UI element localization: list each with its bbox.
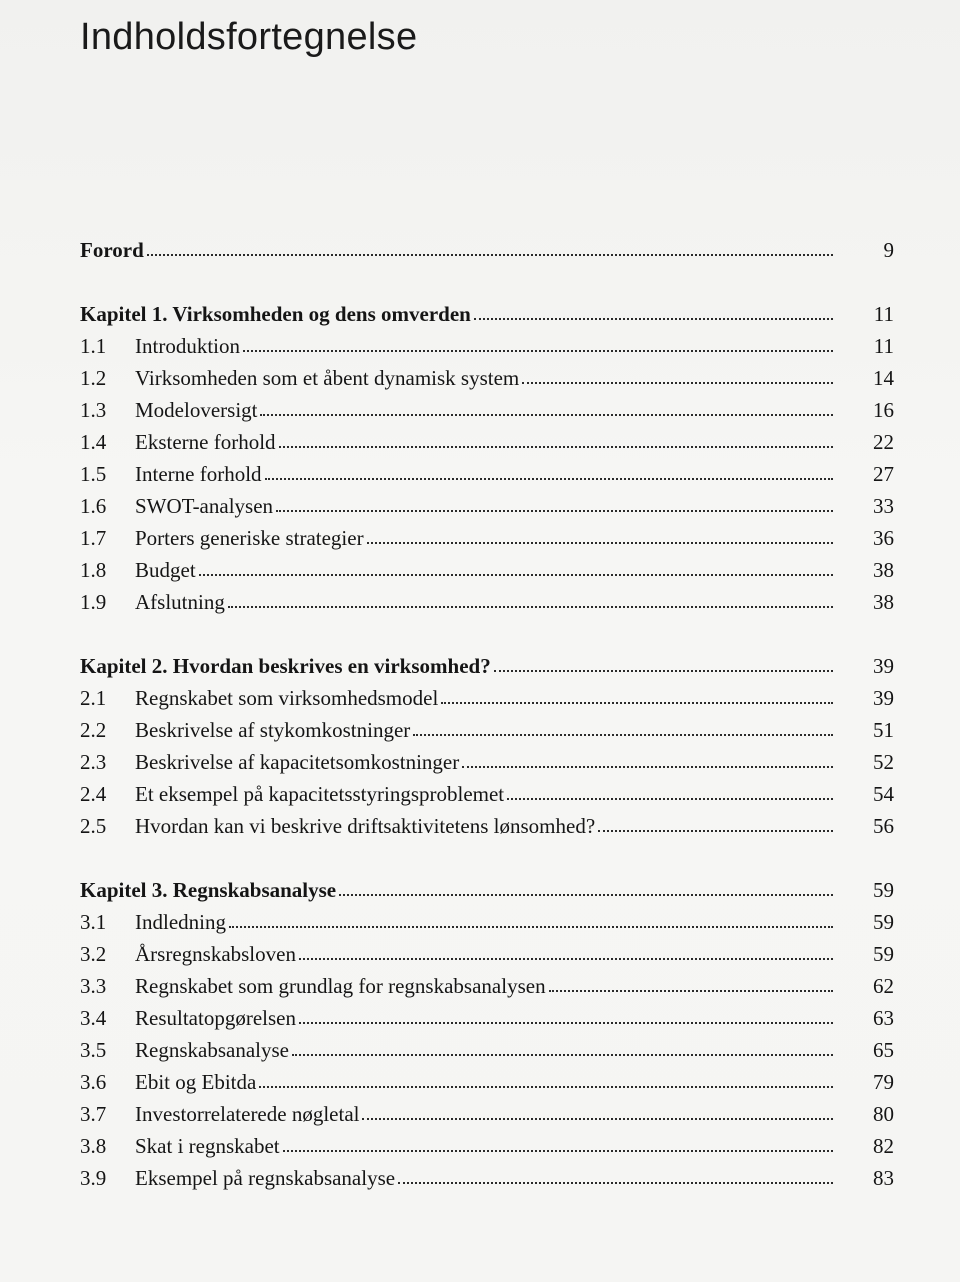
entry-title: SWOT-analysen	[135, 494, 274, 518]
toc-section-entry[interactable]	[80, 970, 894, 1002]
entry-title: Indledning	[135, 910, 226, 934]
page-number: 62	[873, 974, 894, 998]
entry-title: Eksempel på regnskabsanalyse	[135, 1166, 396, 1190]
page-number: 39	[873, 654, 894, 678]
toc-section-entry[interactable]	[80, 1066, 894, 1098]
section-number: 1.2	[80, 366, 107, 390]
entry-title: Resultatopgørelsen	[135, 1006, 296, 1030]
toc-section-entry[interactable]	[80, 682, 894, 714]
dot-leader	[299, 957, 833, 960]
toc-section-entry[interactable]	[80, 426, 894, 458]
toc-section-entry[interactable]	[80, 394, 894, 426]
entry-title: Kapitel 2. Hvordan beskrives en virksomhed?	[80, 654, 491, 678]
toc-section-entry[interactable]	[80, 362, 894, 394]
page-number: 33	[873, 494, 894, 518]
section-number: 3.4	[80, 1006, 107, 1030]
toc-chapter-entry[interactable]	[80, 874, 894, 906]
dot-leader	[299, 1021, 833, 1024]
page-number: 39	[873, 686, 894, 710]
dot-leader	[292, 1053, 833, 1056]
entry-title: Hvordan kan vi beskrive driftsaktivitetens lønsomhed?	[135, 814, 596, 838]
section-number: 1.7	[80, 526, 107, 550]
toc-section-entry[interactable]	[80, 490, 894, 522]
page-number: 56	[873, 814, 894, 838]
entry-title: Virksomheden som et åbent dynamisk system	[135, 366, 520, 390]
page-number: 54	[873, 782, 894, 806]
page-number: 52	[873, 750, 894, 774]
page-number: 79	[873, 1070, 894, 1094]
section-number: 3.1	[80, 910, 107, 934]
page-number: 59	[873, 942, 894, 966]
page-number: 22	[873, 430, 894, 454]
page-number: 16	[873, 398, 894, 422]
section-number: 1.8	[80, 558, 107, 582]
section-number: 3.2	[80, 942, 107, 966]
entry-title: Interne forhold	[135, 462, 262, 486]
entry-title: Regnskabet som grundlag for regnskabsanalysen	[135, 974, 546, 998]
toc-section-entry[interactable]	[80, 1002, 894, 1034]
dot-leader	[462, 765, 833, 768]
toc-chapter-entry[interactable]	[80, 650, 894, 682]
entry-title: Kapitel 3. Regnskabsanalyse	[80, 878, 337, 902]
dot-leader	[413, 733, 833, 736]
toc-section-entry[interactable]	[80, 1162, 894, 1194]
entry-title: Ebit og Ebitda	[135, 1070, 257, 1094]
dot-leader	[279, 445, 833, 448]
entry-title: Skat i regnskabet	[135, 1134, 280, 1158]
section-number: 1.1	[80, 334, 107, 358]
page-number: 14	[873, 366, 894, 390]
entry-title: Modeloversigt	[135, 398, 258, 422]
dot-leader	[260, 413, 833, 416]
section-number: 3.5	[80, 1038, 107, 1062]
toc-section-entry[interactable]	[80, 778, 894, 810]
dot-leader	[199, 573, 833, 576]
page-number: 38	[873, 590, 894, 614]
page-number: 82	[873, 1134, 894, 1158]
section-number: 1.6	[80, 494, 107, 518]
dot-leader	[243, 349, 833, 352]
section-number: 1.3	[80, 398, 107, 422]
toc-chapter-entry[interactable]	[80, 234, 894, 266]
toc-section-entry[interactable]	[80, 458, 894, 490]
toc-section-entry[interactable]	[80, 714, 894, 746]
page-number: 36	[873, 526, 894, 550]
dot-leader	[147, 253, 833, 256]
page-number: 65	[873, 1038, 894, 1062]
section-number: 3.6	[80, 1070, 107, 1094]
toc-section-entry[interactable]	[80, 1130, 894, 1162]
section-number: 3.9	[80, 1166, 107, 1190]
section-number: 1.5	[80, 462, 107, 486]
dot-leader	[367, 541, 833, 544]
dot-leader	[276, 509, 833, 512]
entry-title: Kapitel 1. Virksomheden og dens omverden	[80, 302, 471, 326]
section-number: 2.2	[80, 718, 107, 742]
toc-section-entry[interactable]	[80, 810, 894, 842]
dot-leader	[474, 317, 833, 320]
dot-leader	[494, 669, 833, 672]
dot-leader	[265, 477, 833, 480]
page-number: 38	[873, 558, 894, 582]
page-number: 59	[873, 878, 894, 902]
dot-leader	[598, 829, 833, 832]
entry-title: Regnskabsanalyse	[135, 1038, 289, 1062]
page-number: 11	[873, 334, 894, 358]
dot-leader	[259, 1085, 833, 1088]
page-number: 11	[873, 302, 894, 326]
section-number: 1.4	[80, 430, 107, 454]
page-number: 27	[873, 462, 894, 486]
dot-leader	[339, 893, 833, 896]
entry-title: Årsregnskabsloven	[135, 942, 296, 966]
entry-title: Porters generiske strategier	[135, 526, 364, 550]
toc-section-entry[interactable]	[80, 746, 894, 778]
page-number: 9	[883, 238, 894, 262]
entry-title: Beskrivelse af stykomkostninger	[135, 718, 411, 742]
entry-title: Et eksempel på kapacitetsstyringsproblemet	[135, 782, 505, 806]
section-number: 3.8	[80, 1134, 107, 1158]
page-title: Indholdsfortegnelse	[80, 16, 418, 58]
section-number: 2.5	[80, 814, 107, 838]
entry-title: Regnskabet som virksomhedsmodel	[135, 686, 439, 710]
dot-leader	[228, 605, 833, 608]
dot-leader	[507, 797, 833, 800]
section-number: 3.7	[80, 1102, 107, 1126]
dot-leader	[229, 925, 833, 928]
section-number: 2.1	[80, 686, 107, 710]
toc-section-entry[interactable]	[80, 938, 894, 970]
dot-leader	[522, 381, 833, 384]
entry-title: Beskrivelse af kapacitetsomkostninger	[135, 750, 460, 774]
section-number: 2.4	[80, 782, 107, 806]
dot-leader	[362, 1117, 833, 1120]
entry-title: Eksterne forhold	[135, 430, 276, 454]
page-number: 83	[873, 1166, 894, 1190]
entry-title: Budget	[135, 558, 196, 582]
toc-section-entry[interactable]	[80, 522, 894, 554]
toc-chapter-entry[interactable]	[80, 298, 894, 330]
section-number: 3.3	[80, 974, 107, 998]
toc-section-entry[interactable]	[80, 554, 894, 586]
entry-title: Investorrelaterede nøgletal	[135, 1102, 360, 1126]
section-number: 1.9	[80, 590, 107, 614]
toc-section-entry[interactable]	[80, 906, 894, 938]
dot-leader	[549, 989, 833, 992]
dot-leader	[441, 701, 833, 704]
toc-section-entry[interactable]	[80, 586, 894, 618]
page-number: 63	[873, 1006, 894, 1030]
toc-section-entry[interactable]	[80, 330, 894, 362]
toc-section-entry[interactable]	[80, 1098, 894, 1130]
section-number: 2.3	[80, 750, 107, 774]
dot-leader	[398, 1181, 833, 1184]
entry-title: Forord	[80, 238, 144, 262]
entry-title: Introduktion	[135, 334, 240, 358]
page-number: 51	[873, 718, 894, 742]
toc-section-entry[interactable]	[80, 1034, 894, 1066]
page-number: 80	[873, 1102, 894, 1126]
page-number: 59	[873, 910, 894, 934]
dot-leader	[283, 1149, 833, 1152]
entry-title: Afslutning	[135, 590, 225, 614]
